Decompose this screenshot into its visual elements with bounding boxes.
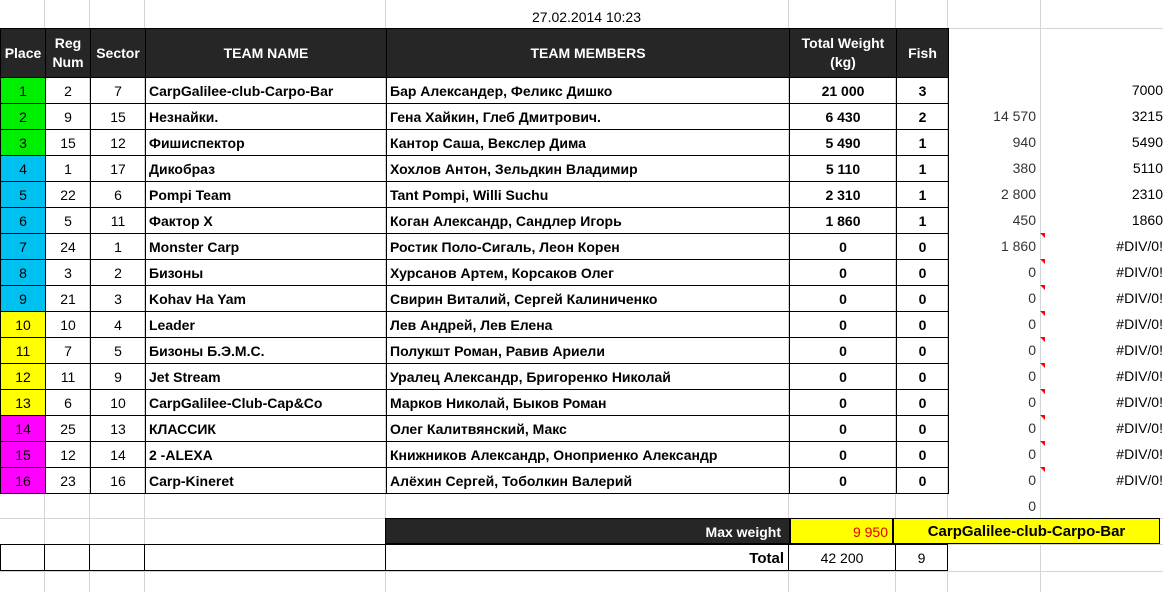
fish-cell[interactable]: 0 <box>897 442 949 468</box>
table-row <box>1 364 949 390</box>
sector-cell[interactable]: 6 <box>91 182 146 208</box>
fish-cell[interactable]: 0 <box>897 416 949 442</box>
max-weight-label[interactable]: Max weight <box>385 518 790 544</box>
reg-num-cell[interactable]: 11 <box>46 364 91 390</box>
side-value-a[interactable]: 0 <box>1028 446 1036 462</box>
team-members-cell[interactable]: Марков Николай, Быков Роман <box>387 390 790 416</box>
sector-cell[interactable]: 1 <box>91 234 146 260</box>
side-row <box>947 77 1163 103</box>
team-members-cell[interactable]: Олег Калитвянский, Макс <box>387 416 790 442</box>
team-name-cell[interactable]: Фактор Х <box>146 208 387 234</box>
fish-cell[interactable]: 0 <box>897 286 949 312</box>
side-value-a[interactable]: 0 <box>1028 316 1036 332</box>
total-weight-cell[interactable]: 2 310 <box>790 182 897 208</box>
side-value-b[interactable]: 2310 <box>1131 186 1163 202</box>
table-row <box>1 156 949 182</box>
reg-num-cell[interactable]: 5 <box>46 208 91 234</box>
team-members-cell[interactable]: Кантор Саша, Векслер Дима <box>387 130 790 156</box>
team-members-cell[interactable]: Свирин Виталий, Сергей Калиниченко <box>387 286 790 312</box>
side-value-b[interactable]: 5110 <box>1132 160 1163 176</box>
header-reg-num[interactable]: Reg Num <box>46 29 91 78</box>
max-weight-team[interactable]: CarpGalilee-club-Carpo-Bar <box>893 518 1160 544</box>
side-value-a[interactable]: 0 <box>1028 394 1036 410</box>
total-weight-cell[interactable]: 1 860 <box>790 208 897 234</box>
side-value-a[interactable]: 2 800 <box>1000 186 1036 202</box>
place-cell[interactable]: 8 <box>1 260 46 286</box>
side-row <box>947 181 1163 207</box>
fish-cell[interactable]: 3 <box>897 78 949 104</box>
place-cell[interactable]: 14 <box>1 416 46 442</box>
team-members-cell[interactable]: Алёхин Сергей, Тоболкин Валерий <box>387 468 790 494</box>
place-cell[interactable]: 5 <box>1 182 46 208</box>
total-weight-cell[interactable]: 0 <box>790 286 897 312</box>
side-row <box>947 467 1163 493</box>
team-members-cell[interactable]: Бар Александер, Феликс Дишко <box>387 78 790 104</box>
table-row <box>1 260 949 286</box>
side-value-b[interactable]: #DIV/0! <box>1040 389 1163 415</box>
team-members-cell[interactable]: Полукшт Роман, Равив Ариели <box>387 338 790 364</box>
table-row <box>1 182 949 208</box>
table-row <box>1 312 949 338</box>
date-label: 27.02.2014 10:23 <box>532 9 641 25</box>
total-weight-cell[interactable]: 0 <box>790 468 897 494</box>
total-weight-cell[interactable]: 6 430 <box>790 104 897 130</box>
side-value-b[interactable]: #DIV/0! <box>1040 285 1163 311</box>
total-weight-cell[interactable]: 0 <box>790 338 897 364</box>
side-value-b[interactable]: #DIV/0! <box>1040 337 1163 363</box>
side-value-a[interactable]: 0 <box>1028 420 1036 436</box>
side-row <box>947 441 1163 467</box>
side-value-b[interactable]: #DIV/0! <box>1040 311 1163 337</box>
sector-cell[interactable]: 7 <box>91 78 146 104</box>
side-row <box>947 259 1163 285</box>
fish-cell[interactable]: 1 <box>897 208 949 234</box>
table-row <box>1 130 949 156</box>
reg-num-cell[interactable]: 3 <box>46 260 91 286</box>
sector-cell[interactable]: 4 <box>91 312 146 338</box>
side-row <box>947 207 1163 233</box>
error-indicator-icon <box>1040 441 1045 446</box>
fish-cell[interactable]: 0 <box>897 364 949 390</box>
side-row <box>947 233 1163 259</box>
side-value-a[interactable]: 940 <box>1012 134 1036 150</box>
total-label[interactable]: Total <box>385 544 789 571</box>
reg-num-cell[interactable]: 1 <box>46 156 91 182</box>
sector-cell[interactable]: 5 <box>91 338 146 364</box>
side-row <box>947 389 1163 415</box>
side-value-b[interactable] <box>1040 493 1163 519</box>
table-row <box>1 286 949 312</box>
place-cell[interactable]: 11 <box>1 338 46 364</box>
total-weight-cell[interactable]: 0 <box>790 442 897 468</box>
reg-num-cell[interactable]: 10 <box>46 312 91 338</box>
team-members-cell[interactable]: Хохлов Антон, Зельдкин Владимир <box>387 156 790 182</box>
fish-cell[interactable]: 1 <box>897 182 949 208</box>
team-name-cell[interactable]: Jet Stream <box>146 364 387 390</box>
reg-num-cell[interactable]: 15 <box>46 130 91 156</box>
reg-num-cell[interactable]: 25 <box>46 416 91 442</box>
team-name-cell[interactable]: CarpGalilee-club-Carpo-Bar <box>146 78 387 104</box>
total-weight-cell[interactable]: 5 490 <box>790 130 897 156</box>
total-weight-cell[interactable]: 0 <box>790 234 897 260</box>
reg-num-cell[interactable]: 12 <box>46 442 91 468</box>
side-value-a[interactable]: 0 <box>1028 368 1036 384</box>
side-value-b[interactable]: #DIV/0! <box>1040 441 1163 467</box>
reg-num-cell[interactable]: 22 <box>46 182 91 208</box>
team-name-cell[interactable]: 2 -ALEXA <box>146 442 387 468</box>
team-name-cell[interactable]: Незнайки. <box>146 104 387 130</box>
total-weight-cell[interactable]: 0 <box>790 260 897 286</box>
team-name-cell[interactable]: Kohav Ha Yam <box>146 286 387 312</box>
place-cell[interactable]: 6 <box>1 208 46 234</box>
total-weight-cell[interactable]: 0 <box>790 364 897 390</box>
side-row <box>947 285 1163 311</box>
header-place[interactable]: Place <box>1 29 46 78</box>
side-value-a[interactable]: 0 <box>1028 290 1036 306</box>
side-row <box>947 155 1163 181</box>
total-empty-cell[interactable] <box>0 544 45 571</box>
fish-cell[interactable]: 0 <box>897 468 949 494</box>
table-row <box>1 390 949 416</box>
side-value-b[interactable]: 5490 <box>1131 134 1163 150</box>
sector-cell[interactable]: 10 <box>91 390 146 416</box>
error-indicator-icon <box>1040 337 1045 342</box>
side-row <box>947 103 1163 129</box>
fish-cell[interactable]: 0 <box>897 312 949 338</box>
table-row <box>1 416 949 442</box>
sector-cell[interactable]: 2 <box>91 260 146 286</box>
side-value-b[interactable]: #DIV/0! <box>1040 415 1163 441</box>
error-indicator-icon <box>1040 467 1045 472</box>
team-members-cell[interactable]: Хурсанов Артем, Корсаков Олег <box>387 260 790 286</box>
side-row <box>947 493 1163 519</box>
error-indicator-icon <box>1040 363 1045 368</box>
place-cell[interactable]: 2 <box>1 104 46 130</box>
team-name-cell[interactable]: Бизоны <box>146 260 387 286</box>
team-name-cell[interactable]: Бизоны Б.Э.М.С. <box>146 338 387 364</box>
team-name-cell[interactable]: Pompi Team <box>146 182 387 208</box>
side-row <box>947 415 1163 441</box>
sector-cell[interactable]: 12 <box>91 130 146 156</box>
team-name-cell[interactable]: Carp-Kineret <box>146 468 387 494</box>
error-indicator-icon <box>1040 233 1045 238</box>
team-name-cell[interactable]: Фишиспектор <box>146 130 387 156</box>
reg-num-cell[interactable]: 24 <box>46 234 91 260</box>
side-value-b[interactable]: 7000 <box>1131 82 1163 98</box>
table-row <box>1 208 949 234</box>
side-value-b[interactable]: #DIV/0! <box>1040 233 1163 259</box>
side-value-b[interactable]: #DIV/0! <box>1040 467 1163 493</box>
side-columns <box>947 77 1163 519</box>
error-indicator-icon <box>1040 415 1045 420</box>
sector-cell[interactable]: 16 <box>91 468 146 494</box>
team-members-cell[interactable]: Лев Андрей, Лев Елена <box>387 312 790 338</box>
team-members-cell[interactable]: Коган Александр, Сандлер Игорь <box>387 208 790 234</box>
sector-cell[interactable]: 17 <box>91 156 146 182</box>
side-value-a[interactable]: 1 860 <box>1000 238 1036 254</box>
team-members-cell[interactable]: Гена Хайкин, Глеб Дмитрович. <box>387 104 790 130</box>
sector-cell[interactable]: 11 <box>91 208 146 234</box>
place-cell[interactable]: 4 <box>1 156 46 182</box>
place-cell[interactable]: 10 <box>1 312 46 338</box>
total-weight-cell[interactable]: 21 000 <box>790 78 897 104</box>
side-value-b[interactable]: #DIV/0! <box>1040 363 1163 389</box>
side-value-a[interactable] <box>947 77 1040 103</box>
header-row <box>1 29 949 78</box>
side-value-a[interactable]: 0 <box>1028 342 1036 358</box>
reg-num-cell[interactable]: 21 <box>46 286 91 312</box>
error-indicator-icon <box>1040 311 1045 316</box>
team-name-cell[interactable]: CarpGalilee-Club-Cap&Co <box>146 390 387 416</box>
header-sector[interactable]: Sector <box>91 29 146 78</box>
fish-cell[interactable]: 0 <box>897 260 949 286</box>
place-cell[interactable]: 1 <box>1 78 46 104</box>
table-row <box>1 104 949 130</box>
sector-cell[interactable]: 3 <box>91 286 146 312</box>
header-team-members[interactable]: TEAM MEMBERS <box>387 29 790 78</box>
total-weight[interactable]: 42 200 <box>788 544 896 571</box>
side-value-a[interactable]: 450 <box>1012 212 1036 228</box>
total-weight-cell[interactable]: 5 110 <box>790 156 897 182</box>
error-indicator-icon <box>1040 259 1045 264</box>
reg-num-cell[interactable]: 23 <box>46 468 91 494</box>
side-value-a[interactable]: 0 <box>1028 498 1036 514</box>
error-indicator-icon <box>1040 389 1045 394</box>
header-fish[interactable]: Fish <box>897 29 949 78</box>
place-cell[interactable]: 3 <box>1 130 46 156</box>
team-name-cell[interactable]: Monster Carp <box>146 234 387 260</box>
team-members-cell[interactable]: Ростик Поло-Сигаль, Леон Корен <box>387 234 790 260</box>
place-cell[interactable]: 13 <box>1 390 46 416</box>
reg-num-cell[interactable]: 9 <box>46 104 91 130</box>
side-value-a[interactable]: 0 <box>1028 472 1036 488</box>
side-row <box>947 129 1163 155</box>
fish-cell[interactable]: 0 <box>897 390 949 416</box>
place-cell[interactable]: 16 <box>1 468 46 494</box>
fish-cell[interactable]: 0 <box>897 338 949 364</box>
total-empty-cell[interactable] <box>44 544 90 571</box>
side-row <box>947 311 1163 337</box>
reg-num-cell[interactable]: 2 <box>46 78 91 104</box>
side-value-b[interactable]: #DIV/0! <box>1040 259 1163 285</box>
sector-cell[interactable]: 13 <box>91 416 146 442</box>
table-row <box>1 442 949 468</box>
team-members-cell[interactable]: Книжников Александр, Оноприенко Александр <box>387 442 790 468</box>
side-row <box>947 337 1163 363</box>
total-empty-cell[interactable] <box>144 544 386 571</box>
sector-cell[interactable]: 15 <box>91 104 146 130</box>
team-name-cell[interactable]: Дикобраз <box>146 156 387 182</box>
error-indicator-icon <box>1040 285 1045 290</box>
max-weight-row <box>385 518 1160 544</box>
place-cell[interactable]: 12 <box>1 364 46 390</box>
fish-cell[interactable]: 1 <box>897 130 949 156</box>
fish-cell[interactable]: 2 <box>897 104 949 130</box>
place-cell[interactable]: 9 <box>1 286 46 312</box>
total-weight-cell[interactable]: 0 <box>790 390 897 416</box>
place-cell[interactable]: 15 <box>1 442 46 468</box>
fish-cell[interactable]: 0 <box>897 234 949 260</box>
fish-cell[interactable]: 1 <box>897 156 949 182</box>
total-weight-cell[interactable]: 0 <box>790 416 897 442</box>
team-name-cell[interactable]: КЛАССИК <box>146 416 387 442</box>
side-row <box>947 363 1163 389</box>
header-total-weight[interactable]: Total Weight (kg) <box>790 29 897 78</box>
max-weight-value[interactable]: 9 950 <box>790 518 893 544</box>
total-weight-cell[interactable]: 0 <box>790 312 897 338</box>
header-team-name[interactable]: TEAM NAME <box>146 29 387 78</box>
sector-cell[interactable]: 14 <box>91 442 146 468</box>
side-value-a[interactable]: 0 <box>1028 264 1036 280</box>
side-value-a[interactable]: 380 <box>1012 160 1036 176</box>
team-members-cell[interactable]: Tant Pompi, Willi Suchu <box>387 182 790 208</box>
reg-num-cell[interactable]: 6 <box>46 390 91 416</box>
table-row <box>1 78 949 104</box>
results-table <box>0 28 949 494</box>
team-name-cell[interactable]: Leader <box>146 312 387 338</box>
sector-cell[interactable]: 9 <box>91 364 146 390</box>
place-cell[interactable]: 7 <box>1 234 46 260</box>
side-value-a[interactable]: 14 570 <box>993 108 1036 124</box>
reg-num-cell[interactable]: 7 <box>46 338 91 364</box>
total-empty-cell[interactable] <box>89 544 145 571</box>
table-row <box>1 234 949 260</box>
side-value-b[interactable]: 1860 <box>1131 212 1163 228</box>
table-row <box>1 338 949 364</box>
team-members-cell[interactable]: Уралец Александр, Бригоренко Николай <box>387 364 790 390</box>
total-fish[interactable]: 9 <box>895 544 948 571</box>
side-value-b[interactable]: 3215 <box>1131 108 1163 124</box>
table-row <box>1 468 949 494</box>
